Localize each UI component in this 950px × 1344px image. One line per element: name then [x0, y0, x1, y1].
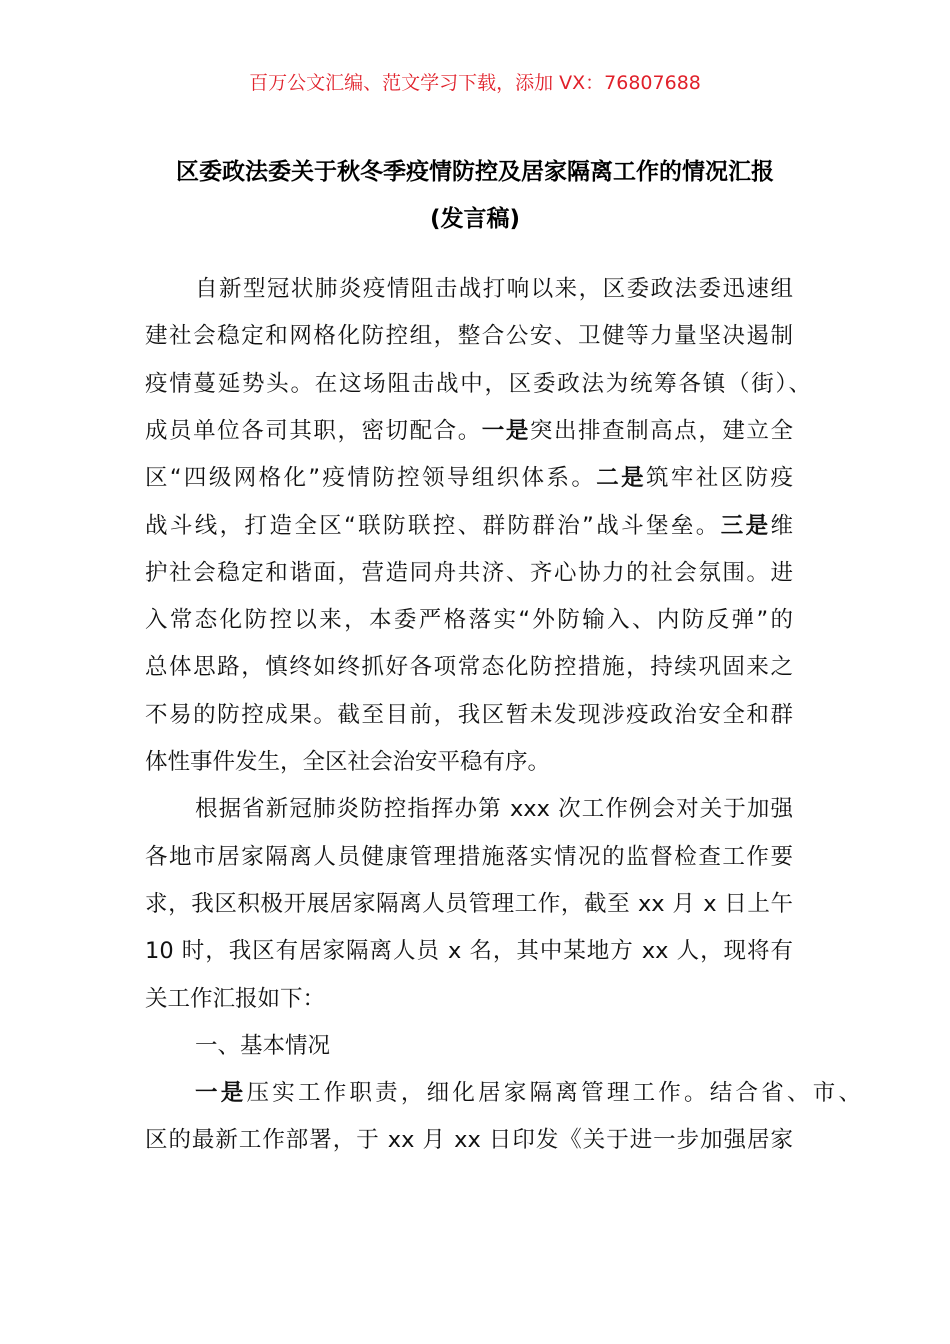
document-title: 区委政法委关于秋冬季疫情防控及居家隔离工作的情况汇报	[176, 159, 774, 185]
body-text: 一、基本情况	[195, 1032, 331, 1059]
document-subtitle: (发言稿)	[429, 206, 521, 232]
body-text: 战斗线，打造全区“联防联控、群防群治”战斗堡垒。	[145, 512, 721, 539]
paragraph-line	[145, 321, 793, 351]
body-text: 各地市居家隔离人员健康管理措施落实情况的监督检查工作要	[145, 843, 793, 870]
bold-lead-text: 一是	[481, 417, 530, 444]
paragraph-line	[145, 936, 793, 966]
paragraph-line	[145, 463, 793, 493]
body-text: 区的最新工作部署，于 xx 月 xx 日印发《关于进一步加强居家	[145, 1127, 793, 1154]
paragraph-line	[145, 984, 793, 1014]
body-text: 10 时，我区有居家隔离人员 x 名，其中某地方 xx 人，现将有	[145, 938, 793, 965]
paragraph-line	[145, 558, 793, 588]
body-text: 入常态化防控以来，本委严格落实“外防输入、内防反弹”的	[145, 607, 793, 634]
paragraph-line	[195, 1031, 793, 1061]
paragraph-line	[145, 889, 793, 919]
body-text: 自新型冠状肺炎疫情阻击战打响以来，区委政法委迅速组	[195, 276, 793, 302]
body-text: 根据省新冠肺炎防控指挥办第 xxx 次工作例会对关于加强	[195, 796, 793, 823]
paragraph-line	[145, 652, 793, 682]
body-text: 成员单位各司其职，密切配合。	[145, 417, 482, 444]
body-text: 关工作汇报如下：	[145, 985, 326, 1012]
paragraph-line	[145, 416, 793, 446]
paragraph-line	[145, 700, 793, 730]
paragraph-line	[145, 511, 793, 541]
body-text: 建社会稳定和网格化防控组，整合公安、卫健等力量坚决遏制	[145, 323, 793, 350]
paragraph-line	[145, 1125, 793, 1155]
bold-lead-text: 一是	[195, 1080, 247, 1107]
bold-lead-text: 二是	[596, 465, 647, 492]
body-text: 压实工作职责，细化居家隔离管理工作。结合省、市、	[246, 1080, 861, 1107]
body-text: 护社会稳定和谐面，营造同舟共济、齐心协力的社会氛围。进	[145, 559, 793, 586]
paragraph-line	[195, 1078, 861, 1108]
promo-banner: 百万公文汇编、范文学习下载，添加 VX：76807688	[249, 72, 701, 94]
paragraph-line	[145, 605, 793, 635]
paragraph-line	[195, 274, 793, 304]
body-text: 区“四级网格化”疫情防控领导组织体系。	[145, 465, 597, 492]
body-text: 筑牢社区防疫	[646, 465, 793, 492]
body-text: 体性事件发生，全区社会治安平稳有序。	[145, 749, 551, 775]
bold-lead-text: 三是	[720, 512, 771, 539]
paragraph-line	[195, 794, 793, 824]
paragraph-line	[145, 369, 811, 399]
body-text: 维	[770, 512, 793, 539]
paragraph-line	[145, 842, 793, 872]
body-text: 突出排查制高点，建立全	[529, 417, 793, 444]
paragraph-line	[145, 747, 793, 777]
body-text: 不易的防控成果。截至目前，我区暂未发现涉疫政治安全和群	[145, 701, 793, 728]
body-text: 疫情蔓延势头。在这场阻击战中，区委政法为统筹各镇（街）、	[145, 370, 811, 397]
body-text: 总体思路，慎终如终抓好各项常态化防控措施，持续巩固来之	[145, 654, 793, 681]
body-text: 求，我区积极开展居家隔离人员管理工作，截至 xx 月 x 日上午	[145, 890, 793, 917]
